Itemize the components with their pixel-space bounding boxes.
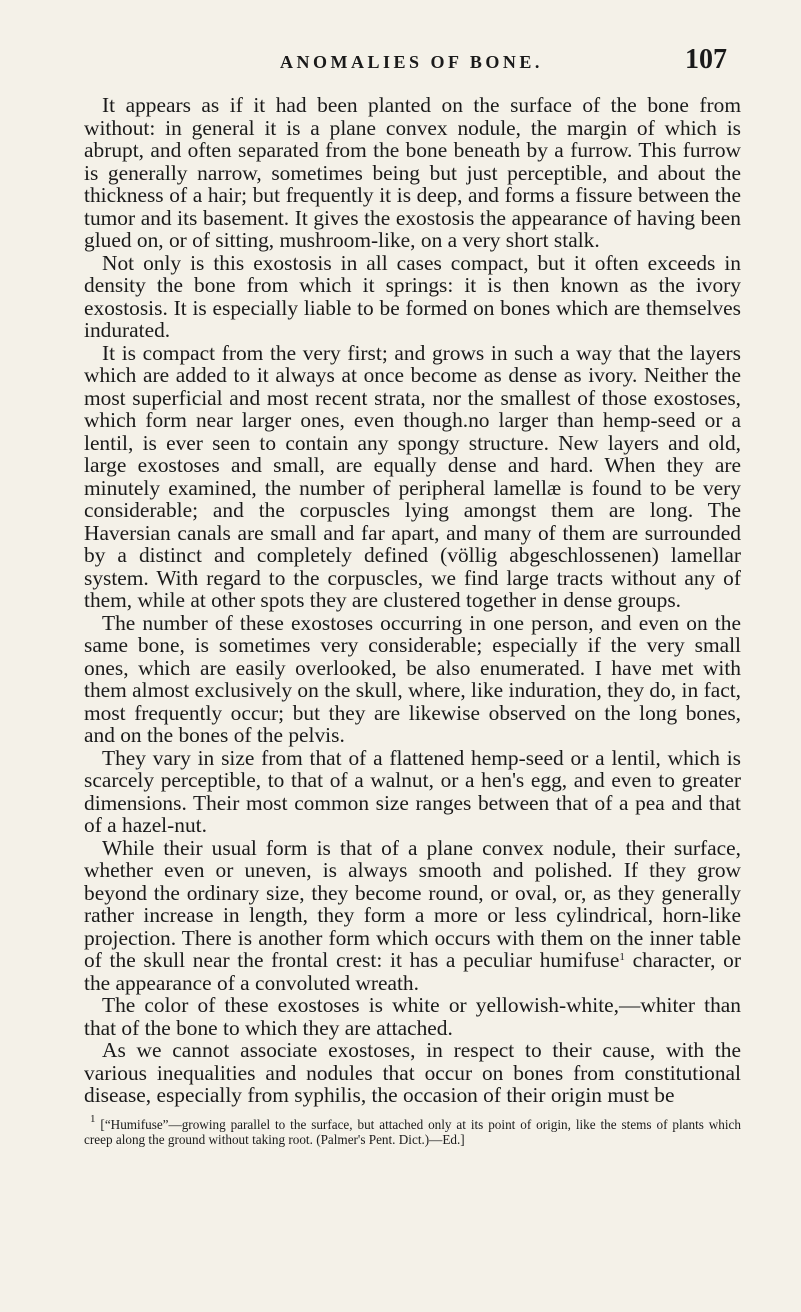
footnote-paragraph bbox=[84, 1112, 742, 1148]
paragraph: The color of these exostoses is white or yellowish-white,—whiter than that of the bone to which they are attached. bbox=[84, 993, 741, 1040]
paragraph-text: While their usual form is that of a plane convex nodule, their surface, whether even or uneven, is always smooth and polished. If they grow beyond the ordinary size, they become round, or oval, or, as they generally rather increase in length, they form a more or less cylindrical, horn-like projection. There is another form which occurs with them on the inner table of the skull near the frontal crest: it has a peculiar humifuse bbox=[84, 835, 741, 972]
running-title: ANOMALIES OF BONE. bbox=[280, 52, 543, 72]
paragraph: They vary in size from that of a flattened hemp-seed or a lentil, which is scarcely perceptible, to that of a walnut, or a hen's egg, and even to greater dimensions. Their most common size ranges between that of a pea and that of a hazel-nut. bbox=[84, 745, 741, 837]
body-text bbox=[84, 94, 741, 1107]
paragraph-text-tail: character, or the appearance of a convoluted wreath. bbox=[84, 948, 741, 995]
footnote-marker: 1 bbox=[90, 1112, 96, 1125]
footnote-text: [“Humifuse”—growing parallel to the surface, but attached only at its point of origin, like the stems of plants which creep along the ground without taking root. (Palmer's Pent. Dict.)—Ed.] bbox=[84, 1116, 742, 1147]
running-header bbox=[84, 40, 741, 75]
paragraph: It is compact from the very first; and grows in such a way that the layers which are added to it always at once become as dense as ivory. Neither the most superficial and most recent strata, nor the smallest of those exostoses, which form near larger ones, even though.no larger than hemp-seed or a lentil, is ever seen to contain any spongy structure. New layers and old, large exostoses and small, are equally dense and hard. When they are minutely examined, the number of peripheral lamellæ is found to be very considerable; and the corpuscles lying amongst them are long. The Haversian canals are small and far apart, and many of them are surrounded by a distinct and completely defined (völlig abgeschlossenen) lamellar system. With regard to the corpuscles, we find large tracts without any of them, while at other spots they are clustered together in dense groups. bbox=[84, 340, 741, 612]
paragraph: As we cannot associate exostoses, in respect to their cause, with the various inequalities and nodules that occur on bones from constitutional disease, especially from syphilis, the occasion of their origin must be bbox=[84, 1038, 741, 1107]
footnote-reference: 1 bbox=[619, 951, 625, 963]
footnote bbox=[84, 1112, 742, 1148]
paragraph bbox=[84, 837, 741, 995]
paragraph: It appears as if it had been planted on the surface of the bone from without: in general it is a plane convex nodule, the margin of which is abrupt, and often separated from the bone beneath by a furrow. This furrow is generally narrow, sometimes being but just perceptible, and about the thickness of a hair; but frequently it is deep, and forms a fissure between the tumor and its basement. It gives the exostosis the appearance of having been glued on, or of sitting, mushroom-like, on a very short stalk. bbox=[84, 93, 741, 252]
paragraph: The number of these exostoses occurring in one person, and even on the same bone, is sometimes very considerable; especially if the very small ones, which are easily overlooked, be also enumerated. I have met with them almost exclusively on the skull, where, like induration, they do, in fact, most frequently occur; but they are likewise observed on the long bones, and on the bones of the pelvis. bbox=[84, 610, 741, 747]
paragraph: Not only is this exostosis in all cases compact, but it often exceeds in density the bone from which it springs: it is then known as the ivory exostosis. It is especially liable to be formed on bones which are themselves indurated. bbox=[84, 250, 741, 342]
page-number: 107 bbox=[685, 44, 727, 75]
